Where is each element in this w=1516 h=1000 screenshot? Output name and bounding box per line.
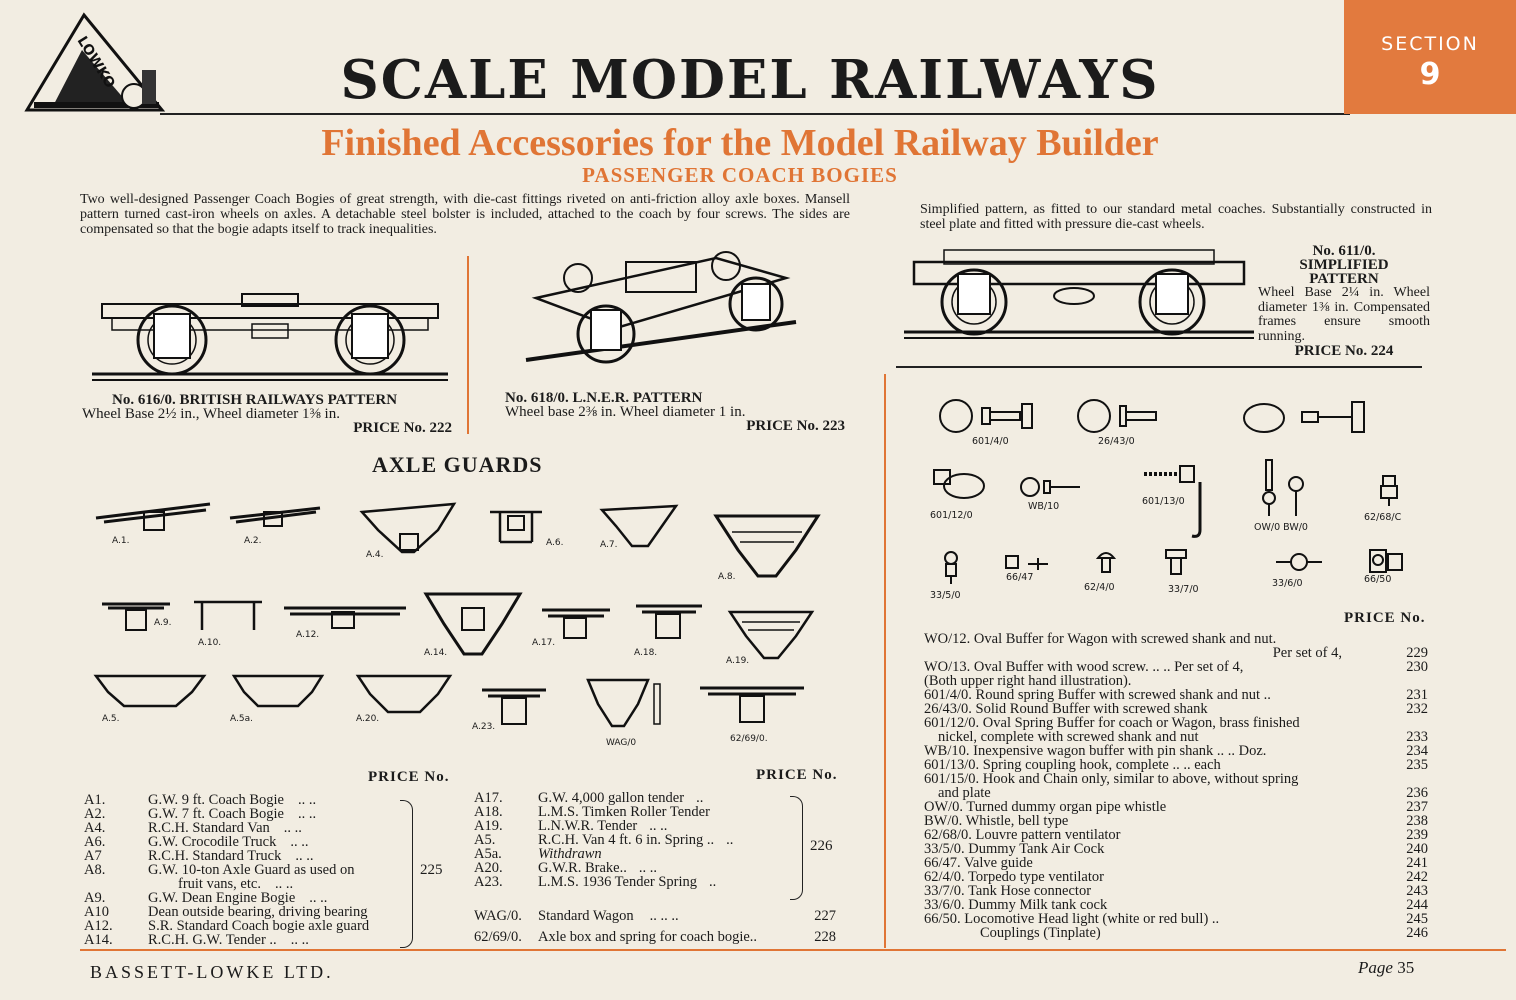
list-item <box>924 884 1428 898</box>
item-desc: S.R. Standard Coach bogie axle guard <box>148 918 370 934</box>
brace-left <box>400 800 413 948</box>
item-dots: .. .. .. <box>649 908 679 924</box>
item-code: WAG/0. <box>474 908 522 924</box>
ventilator-62-4-0-illustration <box>1094 548 1118 580</box>
item-desc: fruit vans, etc. <box>178 876 261 892</box>
item-dots: .. <box>696 790 704 806</box>
buffer-601-12-0-illustration <box>930 464 988 504</box>
list-item <box>474 819 667 833</box>
list-item <box>924 870 1428 884</box>
item-dots: .. .. <box>290 932 309 948</box>
list-item <box>924 674 1428 688</box>
item-price: 242 <box>1406 869 1428 885</box>
item-price: 231 <box>1406 687 1428 703</box>
item-dots: .. .. <box>298 792 317 808</box>
list-item <box>924 898 1428 912</box>
guard-label: A.12. <box>296 630 320 640</box>
price-heading-right: PRICE No. <box>1344 610 1426 626</box>
bogie-616-spec: Wheel Base 2½ in., Wheel diameter 1⅜ in. <box>82 406 340 422</box>
item-price: 233 <box>1406 729 1428 745</box>
bogie-618-spec: Wheel base 2⅜ in. Wheel diameter 1 in. <box>505 404 746 420</box>
axle-guard-a8-illustration <box>712 510 822 580</box>
accessory-label: 66/47 <box>1006 572 1034 583</box>
axle-guard-a5-illustration <box>92 672 208 712</box>
item-desc: G.W. Dean Engine Bogie <box>148 890 296 906</box>
bogie-611-caption <box>1258 244 1430 358</box>
guard-label: A.9. <box>154 618 172 628</box>
item-text: 33/6/0. Dummy Milk tank cock <box>924 897 1108 913</box>
list-item <box>84 933 309 947</box>
buffer-601-4-0-illustration <box>938 396 1048 436</box>
item-price: 236 <box>1406 785 1428 801</box>
guard-label: A.8. <box>718 572 736 582</box>
footer-company: BASSETT-LOWKE LTD. <box>90 962 334 982</box>
accessories-price-list <box>924 632 1434 944</box>
accessory-label: 26/43/0 <box>1098 436 1135 447</box>
headlight-66-50-illustration <box>1366 544 1406 576</box>
axle-guard-a19-illustration <box>726 606 816 662</box>
page-title: SCALE MODEL RAILWAYS <box>340 49 1160 111</box>
bassett-lowke-logo <box>22 10 168 116</box>
item-dots: .. .. <box>274 876 294 892</box>
milk-cock-33-6-0-illustration <box>1274 550 1324 574</box>
item-text: 66/47. Valve guide <box>924 855 1033 871</box>
item-desc: G.W. Crocodile Truck <box>148 834 277 850</box>
item-code: A5. <box>474 832 496 848</box>
item-desc: G.W. 4,000 gallon tender <box>538 790 685 806</box>
item-text: WO/12. Oval Buffer for Wagon with screwed shank and nut. <box>924 631 1277 647</box>
item-code: 62/69/0. <box>474 929 522 945</box>
list-item <box>924 702 1428 716</box>
page-label: Page <box>1358 958 1393 977</box>
list-item <box>84 863 368 877</box>
svg-text:LOWKO: LOWKO <box>73 33 118 92</box>
ventilator-62-68-c-illustration <box>1378 474 1400 508</box>
item-dots: .. .. <box>298 806 317 822</box>
item-dots: .. .. <box>649 818 668 834</box>
list-item <box>924 814 1428 828</box>
guard-label: A.23. <box>472 722 496 732</box>
item-text: 601/4/0. Round spring Buffer with screwed shank and nut .. <box>924 687 1271 703</box>
bogie-618-title: No. 618/0. L.N.E.R. PATTERN <box>505 390 703 406</box>
item-dots: .. .. <box>638 860 657 876</box>
list-item <box>84 793 316 807</box>
item-code: A12. <box>84 918 113 934</box>
list-item <box>474 791 703 805</box>
list-item <box>84 849 313 863</box>
guard-label: A.14. <box>424 648 448 658</box>
axle-guard-list-extra <box>474 909 840 951</box>
bogie-611-title2: SIMPLIFIED <box>1299 257 1389 273</box>
bogie-616-caption <box>82 392 452 436</box>
axle-guard-a2-illustration <box>228 500 324 530</box>
bogie-618-price: PRICE No. 223 <box>746 418 845 434</box>
list-item <box>474 930 840 944</box>
item-desc: Withdrawn <box>538 846 602 862</box>
item-desc: L.M.S. Timken Roller Tender <box>538 804 710 820</box>
list-item <box>924 828 1428 842</box>
item-text: Couplings (Tinplate) <box>980 925 1101 941</box>
list-item <box>924 856 1428 870</box>
axle-guards-heading: AXLE GUARDS <box>372 452 543 477</box>
item-dots: .. <box>709 874 717 890</box>
item-code: A5a. <box>474 846 502 862</box>
item-text: OW/0. Turned dummy organ pipe whistle <box>924 799 1167 815</box>
guard-label: A.17. <box>532 638 556 648</box>
divider-vertical <box>884 374 886 948</box>
item-price: 238 <box>1406 813 1428 829</box>
list-item <box>84 891 327 905</box>
list-item <box>924 912 1428 926</box>
item-code: A23. <box>474 874 503 890</box>
list-item <box>84 905 381 919</box>
bogie-616-illustration <box>92 278 448 388</box>
axle-guard-a1-illustration <box>94 498 214 532</box>
footer-rule <box>80 949 1506 951</box>
section-heading-bogies: PASSENGER COACH BOGIES <box>582 163 898 187</box>
axle-guard-a18-illustration <box>632 598 706 642</box>
bogie-611-spec: Wheel Base 2¼ in. Wheel diameter 1⅜ in. Compensated frames ensure smooth running. <box>1258 285 1430 344</box>
valve-guide-66-47-illustration <box>1002 554 1052 574</box>
item-dots: .. .. <box>295 848 314 864</box>
section-label: SECTION <box>1381 33 1479 55</box>
divider-vertical <box>467 256 469 434</box>
list-item <box>924 744 1428 758</box>
section-badge <box>1344 0 1516 114</box>
oval-buffer-illustration <box>1242 396 1388 438</box>
item-price: 230 <box>1406 659 1428 675</box>
axle-guard-a9-illustration <box>98 592 174 636</box>
whistle-ow-bw-illustration <box>1254 458 1310 518</box>
item-desc: Axle box and spring for coach bogie.. <box>538 929 758 945</box>
list-item <box>84 807 316 821</box>
list-item <box>84 821 302 835</box>
item-price: 241 <box>1406 855 1428 871</box>
guard-label: A.4. <box>366 550 384 560</box>
item-code: A6. <box>84 834 106 850</box>
price-heading-middle: PRICE No. <box>756 767 838 783</box>
item-desc: R.C.H. Standard Van <box>148 820 270 836</box>
guard-label: A.7. <box>600 540 618 550</box>
axle-guard-list-left <box>84 793 424 953</box>
axle-guard-a5a-illustration <box>230 672 326 712</box>
item-desc: R.C.H. Standard Truck <box>148 848 282 864</box>
accessory-label: 601/4/0 <box>972 436 1009 447</box>
item-code: A7 <box>84 848 102 864</box>
guard-label: A.5. <box>102 714 120 724</box>
item-desc: R.C.H. Van 4 ft. 6 in. Spring .. <box>538 832 715 848</box>
item-text: WO/13. Oval Buffer with wood screw. .. .. Per set of 4, <box>924 659 1244 675</box>
item-price: 244 <box>1406 897 1428 913</box>
guard-label: A.6. <box>546 538 564 548</box>
axle-guard-a12-illustration <box>280 598 410 630</box>
item-code: A1. <box>84 792 106 808</box>
item-code: A4. <box>84 820 106 836</box>
item-desc: L.N.W.R. Tender <box>538 818 638 834</box>
accessory-label: 601/13/0 <box>1142 496 1185 507</box>
bogie-611-price: PRICE No. 224 <box>1294 343 1394 359</box>
item-text: 601/12/0. Oval Spring Buffer for coach or Wagon, brass finished <box>924 715 1300 731</box>
list-item <box>84 919 383 933</box>
bogie-618-caption <box>505 391 845 433</box>
item-price: 235 <box>1406 757 1428 773</box>
axle-guard-wag0-illustration <box>584 676 664 732</box>
accessory-label: 62/4/0 <box>1084 582 1115 593</box>
item-desc: R.C.H. G.W. Tender .. <box>148 932 277 948</box>
item-price: 234 <box>1406 743 1428 759</box>
item-code: A10 <box>84 904 109 920</box>
item-text: 33/5/0. Dummy Tank Air Cock <box>924 841 1105 857</box>
title-rule <box>160 113 1350 115</box>
item-code: A2. <box>84 806 106 822</box>
list-item <box>924 632 1428 646</box>
list-item <box>924 646 1428 660</box>
item-text: 62/68/0. Louvre pattern ventilator <box>924 827 1121 843</box>
item-price: 245 <box>1406 911 1428 927</box>
axle-guard-62690-illustration <box>696 678 808 728</box>
axle-guard-list-middle <box>474 791 794 901</box>
item-code: A18. <box>474 804 503 820</box>
item-price: 232 <box>1406 701 1428 717</box>
page-number-value: 35 <box>1397 958 1415 977</box>
bogie-611-title: No. 611/0. <box>1312 243 1376 259</box>
item-text: 26/43/0. Solid Round Buffer with screwed shank <box>924 701 1208 717</box>
list-item <box>924 758 1428 772</box>
guard-label: A.18. <box>634 648 658 658</box>
guard-label: WAG/0 <box>606 738 637 748</box>
item-text: 33/7/0. Tank Hose connector <box>924 883 1092 899</box>
list-item <box>474 847 614 861</box>
item-dots: .. <box>726 832 734 848</box>
accessory-label: WB/10 <box>1028 501 1060 512</box>
accessory-label: 33/6/0 <box>1272 578 1303 589</box>
bogie-616-title: No. 616/0. BRITISH RAILWAYS PATTERN <box>112 392 398 408</box>
item-price: 229 <box>1406 645 1428 661</box>
buffer-26-43-0-illustration <box>1076 396 1176 436</box>
intro-left: Two well-designed Passenger Coach Bogies of great strength, with die-cast fittings riveted on anti-friction alloy axle boxes. Mansell pattern turned cast-iron wheels on axles. A detachable steel bolster is included, attached to the coach by four screws. The sides are compensated so that the bogie adapts itself to track inequalities. <box>80 192 850 237</box>
list-item <box>924 716 1428 730</box>
intro-right: Simplified pattern, as fitted to our standard metal coaches. Substantially constructed in steel plate and fitted with pressure die-cast wheels. <box>920 202 1432 232</box>
list-item <box>474 833 733 847</box>
item-text: nickel, complete with screwed shank and nut <box>938 729 1199 745</box>
item-desc: L.M.S. 1936 Tender Spring <box>538 874 698 890</box>
air-cock-33-5-0-illustration <box>936 550 966 586</box>
list-item <box>84 877 293 891</box>
guard-label: A.10. <box>198 638 222 648</box>
list-item <box>924 842 1428 856</box>
item-price: 228 <box>814 929 836 945</box>
item-dots: .. .. <box>290 834 309 850</box>
list-item <box>84 835 308 849</box>
bogie-611-title3: PATTERN <box>1309 271 1379 287</box>
item-text: 66/50. Locomotive Head light (white or red bull) .. <box>924 911 1220 927</box>
bogie-611-illustration <box>904 244 1254 354</box>
item-code: A19. <box>474 818 503 834</box>
item-price: 237 <box>1406 799 1428 815</box>
item-dots: .. .. <box>309 890 328 906</box>
item-desc: G.W.R. Brake.. <box>538 860 627 876</box>
guard-label: 62/69/0. <box>730 734 768 744</box>
item-dots: .. .. <box>283 820 302 836</box>
accessory-label: 601/12/0 <box>930 510 973 521</box>
item-text: (Both upper right hand illustration). <box>924 673 1132 689</box>
item-desc: G.W. 7 ft. Coach Bogie <box>148 806 284 822</box>
list-item <box>474 875 716 889</box>
axle-guard-a20-illustration <box>354 672 454 716</box>
accessory-label: 33/7/0 <box>1168 584 1199 595</box>
item-code: A9. <box>84 890 106 906</box>
accessory-label: 62/68/C <box>1364 512 1402 523</box>
item-price: 246 <box>1406 925 1428 941</box>
list-item <box>474 861 657 875</box>
item-code: A20. <box>474 860 503 876</box>
list-item <box>924 786 1428 800</box>
guard-label: A.20. <box>356 714 380 724</box>
guard-label: A.19. <box>726 656 750 666</box>
item-price: 227 <box>814 908 836 924</box>
price-heading-left: PRICE No. <box>368 769 450 785</box>
item-price: 240 <box>1406 841 1428 857</box>
item-code: A8. <box>84 862 106 878</box>
item-code: A14. <box>84 932 113 948</box>
axle-guard-a4-illustration <box>358 500 458 554</box>
guard-label: A.1. <box>112 536 130 546</box>
accessories-illustrations <box>920 390 1420 605</box>
brace-middle <box>790 796 803 900</box>
divider-horizontal <box>896 366 1422 368</box>
buffer-wb-10-illustration <box>1020 476 1084 498</box>
item-price: 243 <box>1406 883 1428 899</box>
mid-list-price: 226 <box>810 838 833 854</box>
page-number <box>1358 958 1414 978</box>
page-subtitle: Finished Accessories for the Model Railway Builder <box>321 122 1159 164</box>
section-number: 9 <box>1419 57 1441 92</box>
list-item <box>924 730 1428 744</box>
item-desc: G.W. 9 ft. Coach Bogie <box>148 792 284 808</box>
item-text: 62/4/0. Torpedo type ventilator <box>924 869 1104 885</box>
list-item <box>474 805 722 819</box>
list-item <box>474 909 840 923</box>
item-desc: Dean outside bearing, driving bearing <box>148 904 368 920</box>
hose-connector-33-7-0-illustration <box>1164 548 1188 582</box>
item-desc: G.W. 10-ton Axle Guard as used on <box>148 862 355 878</box>
accessory-label: 33/5/0 <box>930 590 961 601</box>
axle-guard-a6-illustration <box>486 502 546 546</box>
item-price: 239 <box>1406 827 1428 843</box>
item-text: and plate <box>938 785 991 801</box>
left-list-price: 225 <box>420 862 443 878</box>
list-item <box>924 688 1428 702</box>
bogie-618-illustration <box>516 248 806 372</box>
item-desc: Standard Wagon <box>538 908 634 924</box>
item-text: 601/13/0. Spring coupling hook, complete .. .. each <box>924 757 1221 773</box>
item-text: BW/0. Whistle, bell type <box>924 813 1069 829</box>
item-text: 601/15/0. Hook and Chain only, similar to above, without spring <box>924 771 1299 787</box>
accessory-label: 66/50 <box>1364 574 1392 585</box>
accessory-label: OW/0 BW/0 <box>1254 522 1308 533</box>
item-code: A17. <box>474 790 503 806</box>
axle-guard-a17-illustration <box>538 602 614 642</box>
guard-label: A.2. <box>244 536 262 546</box>
list-item <box>924 800 1428 814</box>
axle-guards-illustrations <box>80 488 870 748</box>
list-item <box>924 660 1428 674</box>
list-item <box>924 926 1428 940</box>
axle-guard-a10-illustration <box>190 592 266 632</box>
item-text: WB/10. Inexpensive wagon buffer with pin shank .. .. Doz. <box>924 743 1267 759</box>
bogie-616-price: PRICE No. 222 <box>353 420 452 436</box>
list-item <box>924 772 1428 786</box>
item-text: Per set of 4, <box>1272 645 1342 661</box>
guard-label: A.5a. <box>230 714 253 724</box>
